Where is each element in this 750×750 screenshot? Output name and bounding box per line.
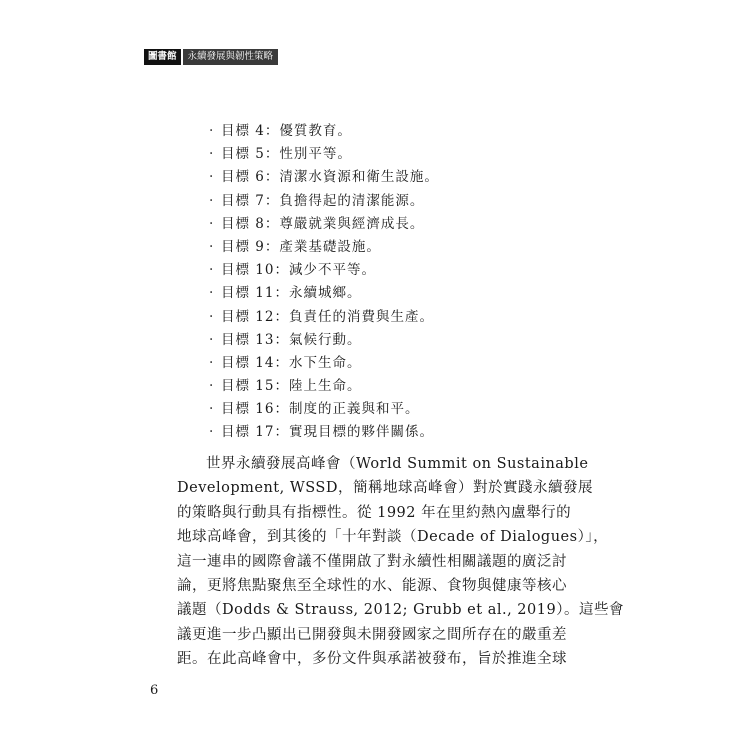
page-number: 6 [150, 683, 159, 698]
paragraph-line: 距。在此高峰會中，多份文件與承諾被發布，旨於推進全球 [177, 651, 567, 668]
list-item: ‧ 目標 10：減少不平等。 [209, 262, 376, 279]
list-item: ‧ 目標 6：清潔水資源和衛生設施。 [209, 169, 439, 186]
list-item: ‧ 目標 12：負責任的消費與生產。 [209, 308, 434, 325]
list-item: ‧ 目標 16：制度的正義與和平。 [209, 401, 420, 418]
list-item: ‧ 目標 7：負擔得起的清潔能源。 [209, 192, 425, 209]
header-tag: 圖書館 [144, 49, 183, 65]
list-item: ‧ 目標 14：水下生命。 [209, 354, 362, 371]
paragraph-line: 議更進一步凸顯出已開發與未開發國家之間所存在的嚴重差 [177, 626, 567, 643]
paragraph-line: 的策略與行動具有指標性。從 1992 年在里約熱內盧舉行的 [177, 504, 572, 521]
running-header [144, 49, 278, 65]
list-item: ‧ 目標 9：產業基礎設施。 [209, 238, 381, 255]
paragraph-line: 議題（Dodds & Strauss, 2012; Grubb et al., 2019）。這些會 [177, 602, 624, 619]
list-item: ‧ 目標 17：實現目標的夥伴關係。 [209, 424, 434, 441]
paragraph-line: Development, WSSD，簡稱地球高峰會）對於實踐永續發展 [177, 480, 593, 497]
sdg-goal-list [209, 120, 439, 445]
body-paragraph [177, 452, 624, 672]
list-item: ‧ 目標 13：氣候行動。 [209, 331, 362, 348]
paragraph-line: 這一連串的國際會議不僅開啟了對永續性相關議題的廣泛討 [177, 553, 567, 570]
list-item: ‧ 目標 5：性別平等。 [209, 146, 352, 163]
paragraph-line: 地球高峰會，到其後的「十年對談（Decade of Dialogues）」， [177, 529, 609, 546]
list-item: ‧ 目標 4：優質教育。 [209, 123, 352, 139]
paragraph-line: 論，更將焦點聚焦至全球性的水、能源、食物與健康等核心 [177, 578, 567, 595]
list-item: ‧ 目標 8：尊嚴就業與經濟成長。 [209, 215, 425, 232]
header-book-title: 永續發展與韌性策略 [183, 49, 279, 65]
list-item: ‧ 目標 11：永續城鄉。 [209, 285, 362, 302]
list-item: ‧ 目標 15：陸上生命。 [209, 378, 362, 395]
paragraph-line: 世界永續發展高峰會（World Summit on Sustainable [206, 456, 589, 472]
